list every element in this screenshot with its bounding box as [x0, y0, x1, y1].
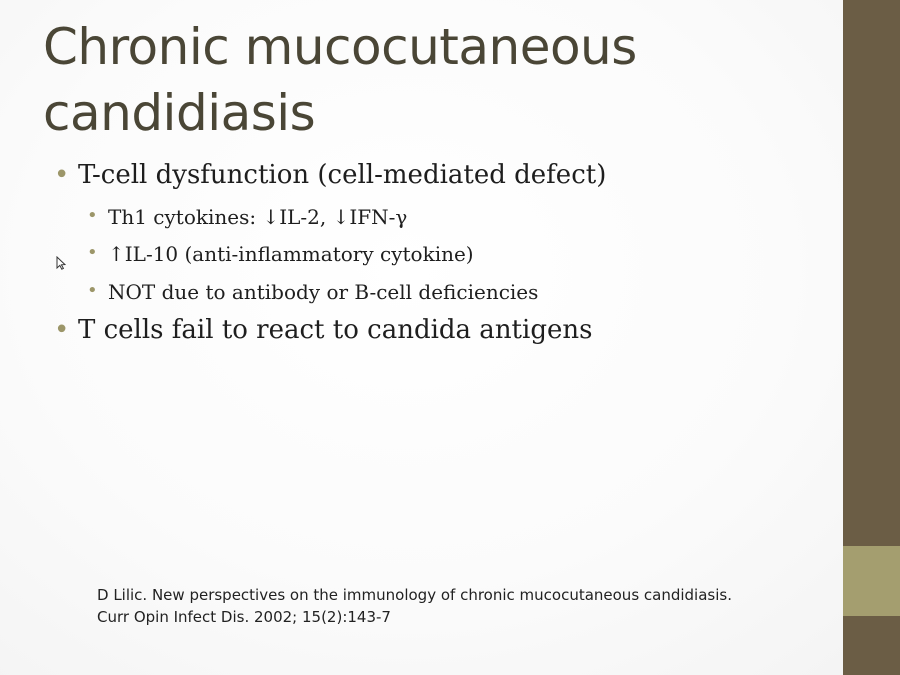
bullet-text: Th1 cytokines: ↓IL-2, ↓IFN-γ [108, 205, 408, 229]
reference-line-2: Curr Opin Infect Dis. 2002; 15(2):143-7 [97, 608, 391, 626]
bullet-dot: • [87, 280, 98, 301]
sub-bullet-item [87, 205, 408, 229]
sub-bullet-item [87, 242, 474, 266]
bullet-text: T cells fail to react to candida antigens [78, 315, 593, 345]
bullet-text: ↑IL-10 (anti-inflammatory cytokine) [108, 242, 474, 266]
bullet-dot: • [87, 242, 98, 263]
bullet-text: NOT due to antibody or B-cell deficiencies [108, 280, 539, 304]
mouse-pointer-icon [56, 256, 66, 270]
bullet-dot: • [87, 205, 98, 226]
slide-sidebar-accent [843, 546, 900, 616]
bullet-dot: • [54, 315, 70, 345]
bullet-text: T-cell dysfunction (cell-mediated defect) [78, 160, 607, 190]
bullet-item [54, 315, 593, 345]
bullet-dot: • [54, 160, 70, 190]
reference-line-1: D Lilic. New perspectives on the immunology of chronic mucocutaneous candidiasis. [97, 586, 732, 604]
reference-citation [97, 584, 732, 628]
slide-title: Chronic mucocutaneous candidiasis [43, 18, 637, 142]
sub-bullet-item [87, 280, 539, 304]
bullet-item [54, 160, 607, 190]
